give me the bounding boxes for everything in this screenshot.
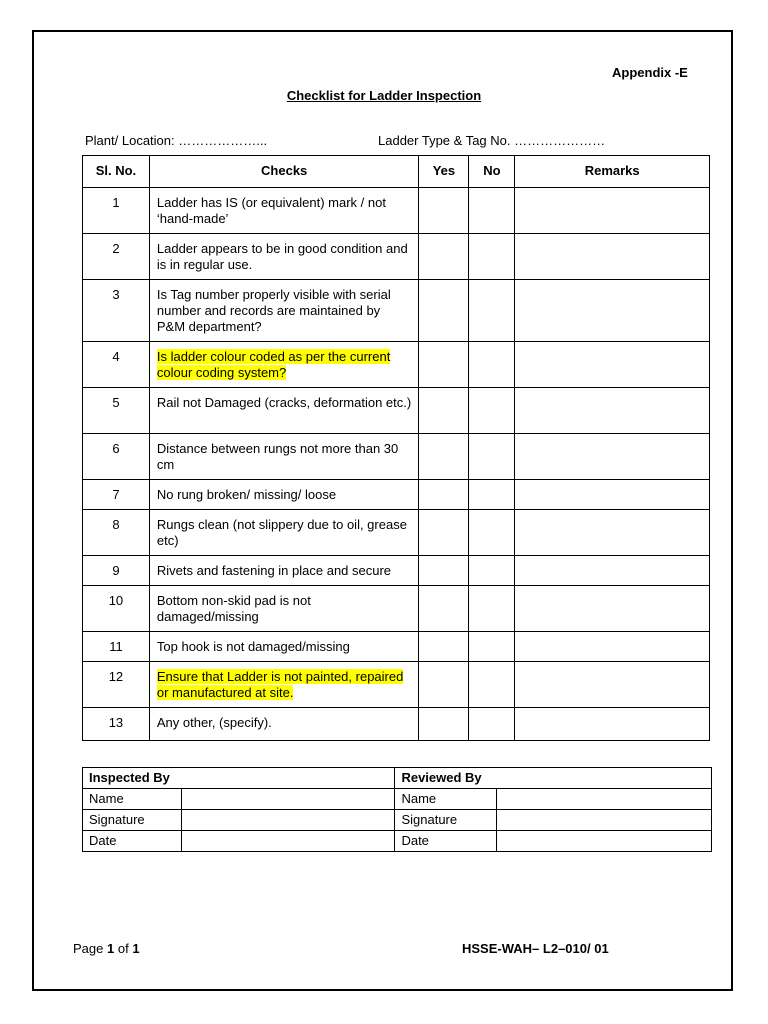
check-text: Is Tag number properly visible with serial number and records are maintained by P&M department? (156, 287, 391, 334)
document-title: Checklist for Ladder Inspection (286, 88, 482, 103)
header-no: No (469, 156, 515, 188)
row-no-cell[interactable] (469, 708, 515, 741)
row-yes-cell[interactable] (419, 662, 469, 708)
row-remarks-cell[interactable] (515, 662, 710, 708)
row-sl-no: 6 (83, 434, 150, 480)
check-text: Rungs clean (not slippery due to oil, grease etc) (156, 517, 407, 548)
row-sl-no: 5 (83, 388, 150, 434)
row-sl-no: 10 (83, 586, 150, 632)
row-remarks-cell[interactable] (515, 188, 710, 234)
row-remarks-cell[interactable] (515, 632, 710, 662)
inspector-name-field[interactable] (182, 789, 395, 810)
row-remarks-cell[interactable] (515, 586, 710, 632)
row-sl-no: 11 (83, 632, 150, 662)
row-remarks-cell[interactable] (515, 510, 710, 556)
row-check-text (149, 662, 419, 708)
row-remarks-cell[interactable] (515, 388, 710, 434)
check-text: Top hook is not damaged/missing (156, 639, 350, 654)
row-yes-cell[interactable] (419, 434, 469, 480)
row-check-text (149, 708, 419, 741)
row-sl-no: 1 (83, 188, 150, 234)
row-yes-cell[interactable] (419, 556, 469, 586)
row-check-text (149, 480, 419, 510)
row-yes-cell[interactable] (419, 234, 469, 280)
table-row (83, 280, 710, 342)
reviewer-signature-label: Signature (395, 810, 496, 831)
check-text: Rivets and fastening in place and secure (156, 563, 392, 578)
row-yes-cell[interactable] (419, 188, 469, 234)
highlighted-check-text: Is ladder colour coded as per the current colour coding system? (156, 349, 391, 380)
header-remarks: Remarks (515, 156, 710, 188)
row-no-cell[interactable] (469, 662, 515, 708)
row-no-cell[interactable] (469, 234, 515, 280)
row-remarks-cell[interactable] (515, 234, 710, 280)
inspector-name-label: Name (83, 789, 182, 810)
header-checks: Checks (149, 156, 419, 188)
table-header-row (83, 156, 710, 188)
table-row (83, 188, 710, 234)
row-yes-cell[interactable] (419, 480, 469, 510)
row-sl-no: 4 (83, 342, 150, 388)
signoff-table (82, 767, 712, 852)
row-sl-no: 9 (83, 556, 150, 586)
table-row (83, 342, 710, 388)
row-check-text (149, 556, 419, 586)
ladder-type-tag-field: Ladder Type & Tag No. ………………… (378, 133, 606, 148)
row-no-cell[interactable] (469, 434, 515, 480)
row-check-text (149, 342, 419, 388)
row-sl-no: 7 (83, 480, 150, 510)
table-row (83, 662, 710, 708)
check-text: Distance between rungs not more than 30 cm (156, 441, 399, 472)
row-sl-no: 3 (83, 280, 150, 342)
row-no-cell[interactable] (469, 280, 515, 342)
row-remarks-cell[interactable] (515, 280, 710, 342)
check-text: Any other, (specify). (156, 715, 272, 730)
table-row (83, 480, 710, 510)
inspector-signature-field[interactable] (182, 810, 395, 831)
row-check-text (149, 234, 419, 280)
reviewed-by-label: Reviewed By (395, 768, 712, 789)
table-row (83, 510, 710, 556)
row-yes-cell[interactable] (419, 586, 469, 632)
row-check-text (149, 188, 419, 234)
row-no-cell[interactable] (469, 586, 515, 632)
check-text: Ladder has IS (or equivalent) mark / not ‘hand-made’ (156, 195, 386, 226)
row-yes-cell[interactable] (419, 632, 469, 662)
table-row (83, 434, 710, 480)
document-code: HSSE-WAH– L2–010/ 01 (462, 941, 609, 956)
check-text: Rail not Damaged (cracks, deformation etc.) (156, 395, 412, 410)
row-no-cell[interactable] (469, 556, 515, 586)
row-remarks-cell[interactable] (515, 342, 710, 388)
row-check-text (149, 510, 419, 556)
plant-location-field: Plant/ Location: ………………... (85, 133, 268, 148)
inspector-signature-label: Signature (83, 810, 182, 831)
row-no-cell[interactable] (469, 510, 515, 556)
table-row (83, 708, 710, 741)
row-check-text (149, 586, 419, 632)
table-row (83, 632, 710, 662)
inspector-date-field[interactable] (182, 831, 395, 852)
row-sl-no: 2 (83, 234, 150, 280)
row-sl-no: 12 (83, 662, 150, 708)
check-text: Bottom non-skid pad is not damaged/missing (156, 593, 311, 624)
row-check-text (149, 280, 419, 342)
row-sl-no: 13 (83, 708, 150, 741)
row-no-cell[interactable] (469, 342, 515, 388)
row-no-cell[interactable] (469, 632, 515, 662)
row-no-cell[interactable] (469, 480, 515, 510)
row-yes-cell[interactable] (419, 280, 469, 342)
row-check-text (149, 434, 419, 480)
page-number: Page 1 of 1 (73, 941, 140, 956)
row-yes-cell[interactable] (419, 342, 469, 388)
table-row (83, 586, 710, 632)
table-row (83, 234, 710, 280)
row-check-text (149, 632, 419, 662)
inspected-by-label: Inspected By (83, 768, 395, 789)
highlighted-check-text: Ensure that Ladder is not painted, repaired or manufactured at site. (156, 669, 404, 700)
header-yes: Yes (419, 156, 469, 188)
row-remarks-cell[interactable] (515, 480, 710, 510)
row-yes-cell[interactable] (419, 510, 469, 556)
row-no-cell[interactable] (469, 188, 515, 234)
row-no-cell[interactable] (469, 388, 515, 434)
row-remarks-cell[interactable] (515, 708, 710, 741)
table-row (83, 388, 710, 434)
row-yes-cell[interactable] (419, 708, 469, 741)
row-remarks-cell[interactable] (515, 556, 710, 586)
appendix-label: Appendix -E (612, 65, 688, 80)
table-row (83, 556, 710, 586)
row-remarks-cell[interactable] (515, 434, 710, 480)
check-text: No rung broken/ missing/ loose (156, 487, 337, 502)
header-sl-no: Sl. No. (83, 156, 150, 188)
row-check-text (149, 388, 419, 434)
row-sl-no: 8 (83, 510, 150, 556)
reviewer-signature-field[interactable] (496, 810, 711, 831)
reviewer-name-label: Name (395, 789, 496, 810)
inspection-checklist-table (82, 155, 710, 741)
row-yes-cell[interactable] (419, 388, 469, 434)
reviewer-date-label: Date (395, 831, 496, 852)
inspector-date-label: Date (83, 831, 182, 852)
check-text: Ladder appears to be in good condition and is in regular use. (156, 241, 408, 272)
reviewer-name-field[interactable] (496, 789, 711, 810)
reviewer-date-field[interactable] (496, 831, 711, 852)
